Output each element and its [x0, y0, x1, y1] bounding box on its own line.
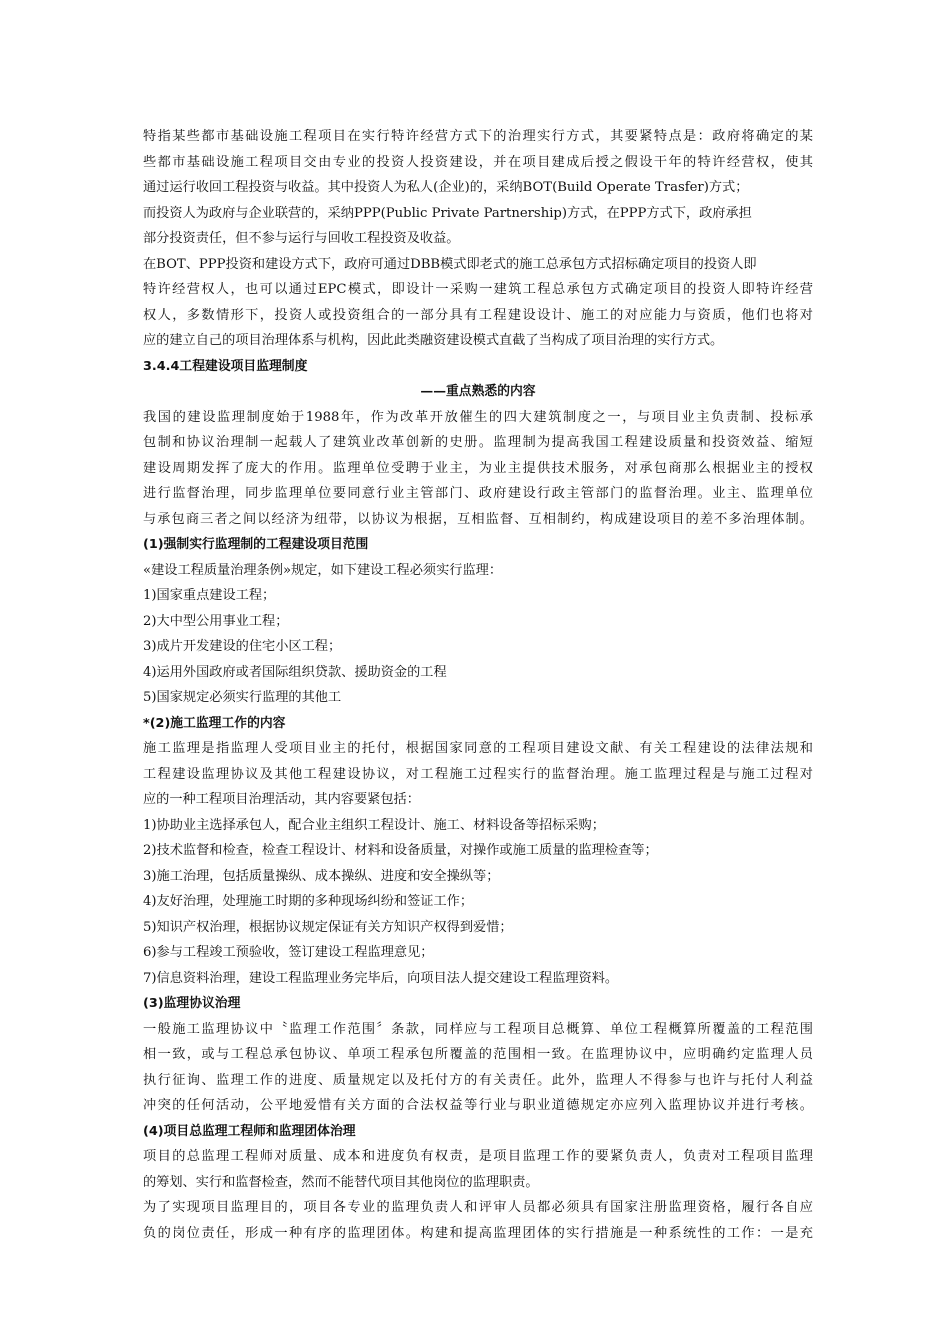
text-line: 相一致，或与工程总承包协议、单项工程承包所覆盖的范围相一致。在监理协议中，应明确约定监理人员 [143, 1047, 813, 1062]
text-line: 一般施工监理协议中〝监理工作范围〞条款，同样应与工程项目总概算、单位工程概算所覆盖的工程范围 [143, 1021, 813, 1037]
text-line: «建设工程质量治理条例»规定，如下建设工程必须实行监理： [143, 562, 503, 578]
text-line: 应的一种工程项目治理活动，其内容要紧包括： [143, 792, 420, 807]
text-line: 3)成片开发建设的住宅小区工程； [143, 639, 342, 654]
text-line: 负的岗位责任，形成一种有序的监理团体。构建和提高监理团体的实行措施是一种系统性的工作：一是充 [143, 1225, 813, 1241]
section-heading: (3)监理协议治理 [143, 996, 241, 1011]
text-line: 1)国家重点建设工程； [143, 588, 276, 603]
section-heading: *(2)施工监理工作的内容 [143, 715, 286, 731]
text-line: 而投资人为政府与企业联营的，采纳PPP(Public Private Partnership)方式，在PPP方式下，政府承担 [143, 205, 752, 221]
text-line: 项目的总监理工程师对质量、成本和进度负有权责，是项目监理工作的要紧负责人，负责对工程项目监理 [143, 1149, 813, 1164]
text-line: 4)运用外国政府或者国际组织贷款、援助资金的工程 [143, 664, 447, 680]
text-line: 权人，多数情形下，投资人或投资组合的一部分具有工程建设设计、施工的对应能力与资质，他们也将对 [143, 307, 813, 323]
section-heading: ——重点熟悉的内容 [420, 384, 536, 399]
text-line: 我国的建设监理制度始于1988年，作为改革开放催生的四大建筑制度之一，与项目业主负责制、投标承 [143, 409, 813, 425]
text-line: 与承包商三者之间以经济为纽带，以协议为根据，互相监督、互相制约，构成建设项目的差不多治理体制。 [143, 511, 813, 527]
text-line: 为了实现项目监理目的，项目各专业的监理负责人和评审人员都必须具有国家注册监理资格，履行各自应 [143, 1200, 813, 1215]
text-line: 工程建设监理协议及其他工程建设协议，对工程施工过程实行的监督治理。施工监理过程是与施工过程对 [143, 766, 813, 782]
text-line: 冲突的任何活动，公平地爱惜有关方面的合法权益等行业与职业道德规定亦应列入监理协议并进行考核。 [143, 1098, 813, 1113]
text-line: 应的建立自己的项目治理体系与机构，因此此类融资建设模式直截了当构成了项目治理的实行方式。 [143, 333, 724, 348]
text-line: 5)国家规定必须实行监理的其他工 [143, 690, 342, 705]
text-line: 特许经营权人，也可以通过EPC模式，即设计一采购一建筑工程总承包方式确定项目的投资人即特许经营 [143, 282, 813, 297]
text-line: 2)技术监督和检查，检查工程设计、材料和设备质量，对操作或施工质量的监理检查等； [143, 843, 658, 858]
text-line: 在BOT、PPP投资和建设方式下，政府可通过DBB模式即老式的施工总承包方式招标确定项目的投资人即 [143, 256, 757, 272]
text-line: 的筹划、实行和监督检查，然而不能替代项目其他岗位的监理职责。 [143, 1174, 539, 1190]
text-line: 7)信息资料治理，建设工程监理业务完毕后，向项目法人提交建设工程监理资料。 [143, 970, 619, 986]
section-heading: 3.4.4工程建设项目监理制度 [143, 358, 308, 374]
text-line: 些都市基础设施工程项目交由专业的投资人投资建设，并在项目建成后授之假设干年的特许经营权，使其 [143, 154, 813, 170]
text-line: 1)协助业主选择承包人，配合业主组织工程设计、施工、材料设备等招标采购； [143, 817, 605, 833]
text-line: 建设周期发挥了庞大的作用。监理单位受聘于业主，为业主提供技术服务，对承包商那么根据业主的授权 [143, 460, 813, 476]
text-line: 2)大中型公用事业工程； [143, 613, 289, 629]
text-line: 6)参与工程竣工预验收，签订建设工程监理意见； [143, 945, 434, 960]
text-line: 通过运行收回工程投资与收益。其中投资人为私人(企业)的，采纳BOT(Build Operate Trasfer)方式； [143, 180, 749, 195]
text-line: 进行监督治理，同步监理单位要同意行业主管部门、政府建设行政主管部门的监督治理。业主、监理单位 [143, 486, 813, 501]
text-line: 特指某些都市基础设施工程项目在实行特许经营方式下的治理实行方式，其要紧特点是：政府将确定的某 [143, 129, 813, 144]
text-line: 施工监理是指监理人受项目业主的托付，根据国家同意的工程项目建设文献、有关工程建设的法律法规和 [143, 741, 813, 756]
text-line: 5)知识产权治理，根据协议规定保证有关方知识产权得到爱惜； [143, 919, 513, 935]
text-line: 执行征询、监理工作的进度、质量规定以及托付方的有关责任。此外，监理人不得参与也许与托付人利益 [143, 1072, 813, 1088]
document-page [143, 124, 813, 1246]
text-line: 4)友好治理，处理施工时期的多种现场纠纷和签证工作； [143, 894, 474, 909]
text-line: 包制和协议治理制一起载人了建筑业改革创新的史册。监理制为提高我国工程建设质量和投资效益、缩短 [143, 435, 813, 450]
text-line: 部分投资责任，但不参与运行与回收工程投资及收益。 [143, 231, 460, 246]
text-line: 3)施工治理，包括质量操纵、成本操纵、进度和安全操纵等； [143, 868, 500, 884]
section-heading: (4)项目总监理工程师和监理团体治理 [143, 1123, 356, 1139]
section-heading: (1)强制实行监理制的工程建设项目范围 [143, 537, 369, 552]
